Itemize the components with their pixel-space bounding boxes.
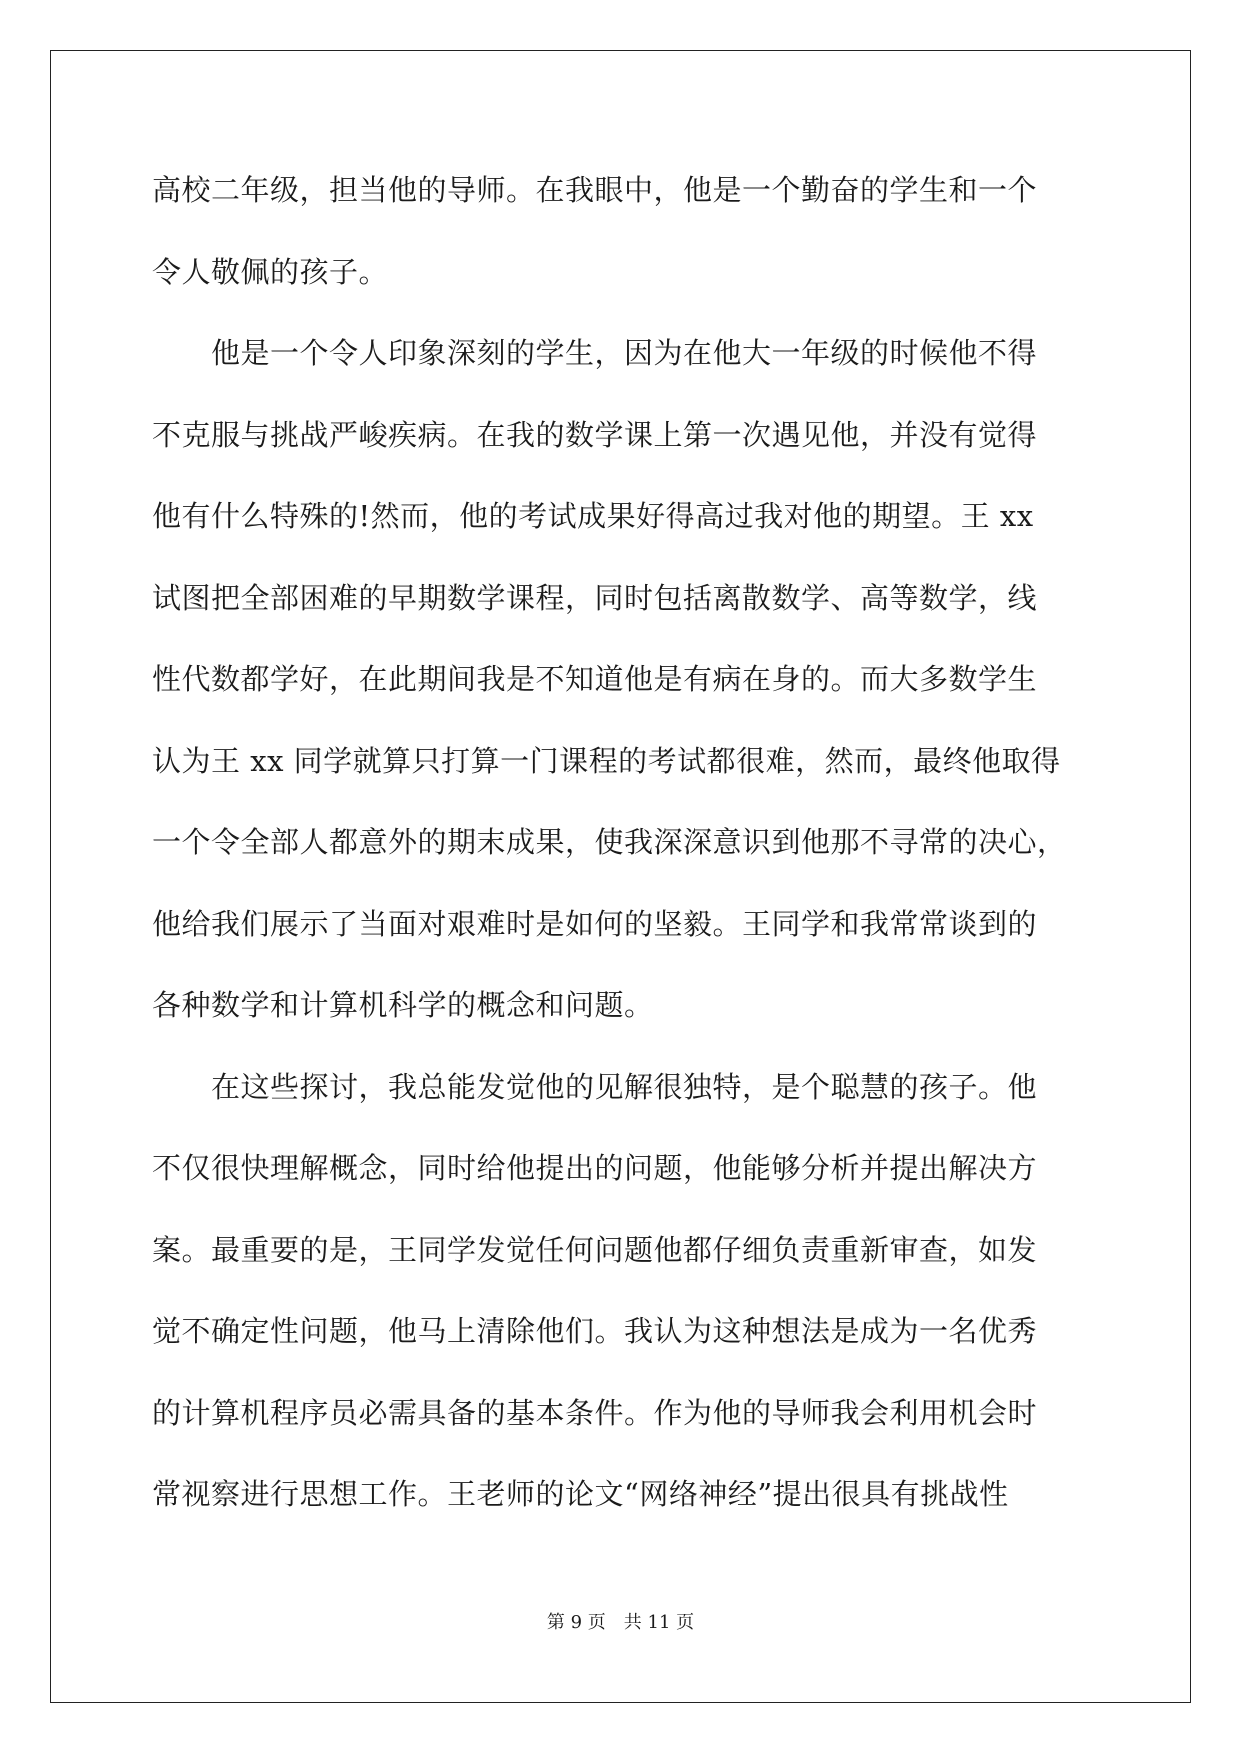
- body-line-5: 他有什么特殊的!然而，他的考试成果好得高过我对他的期望。王 xx: [152, 499, 1034, 533]
- body-line-11: 各种数学和计算机科学的概念和问题。: [152, 988, 654, 1022]
- page-number: 第 9 页: [546, 1612, 606, 1633]
- body-line-1: 高校二年级，担当他的导师。在我眼中，他是一个勤奋的学生和一个: [152, 173, 1038, 207]
- body-line-12: 在这些探讨，我总能发觉他的见解很独特，是个聪慧的孩子。他: [152, 1069, 1038, 1104]
- body-line-17: 常视察进行思想工作。王老师的论文“网络神经”提出很具有挑战性: [152, 1477, 1009, 1511]
- body-line-10: 他给我们展示了当面对艰难时是如何的坚毅。王同学和我常常谈到的: [152, 906, 1038, 941]
- body-line-15: 觉不确定性问题，他马上清除他们。我认为这种想法是成为一名优秀: [152, 1314, 1038, 1348]
- body-line-7: 性代数都学好，在此期间我是不知道他是有病在身的。而大多数学生: [152, 662, 1038, 696]
- page-footer: [0, 1608, 1241, 1634]
- body-line-6: 试图把全部困难的早期数学课程，同时包括离散数学、高等数学，线: [152, 580, 1038, 615]
- body-line-13: 不仅很快理解概念，同时给他提出的问题，他能够分析并提出解决方: [152, 1151, 1038, 1185]
- body-line-16: 的计算机程序员必需具备的基本条件。作为他的导师我会利用机会时: [152, 1395, 1038, 1430]
- body-line-9: 一个令全部人都意外的期末成果，使我深深意识到他那不寻常的决心，: [152, 825, 1067, 859]
- body-line-3: 他是一个令人印象深刻的学生，因为在他大一年级的时候他不得: [152, 336, 1038, 370]
- body-line-14: 案。最重要的是，王同学发觉任何问题他都仔细负责重新审查，如发: [152, 1232, 1038, 1267]
- body-line-4: 不克服与挑战严峻疾病。在我的数学课上第一次遇见他，并没有觉得: [152, 417, 1038, 452]
- body-line-8: 认为王 xx 同学就算只打算一门课程的考试都很难，然而，最终他取得: [152, 743, 1061, 778]
- body-line-2: 令人敬佩的孩子。: [152, 254, 389, 289]
- document-body: [152, 150, 1092, 1536]
- page-total: 共 11 页: [623, 1612, 695, 1633]
